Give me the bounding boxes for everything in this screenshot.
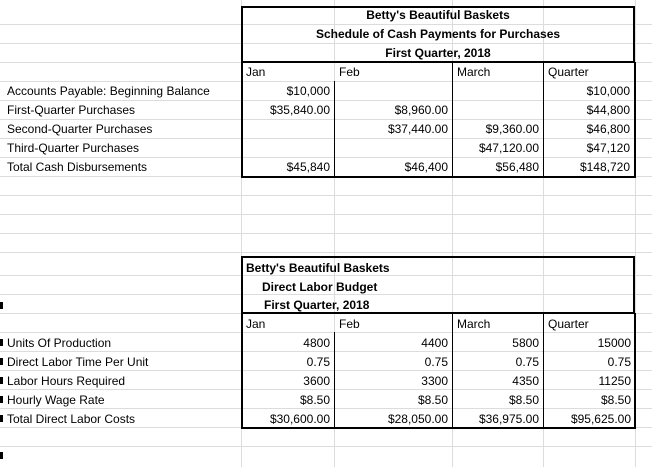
labor-cell-march[interactable]: 4350 [512,374,539,388]
labor-cell-march[interactable]: $8.50 [508,393,539,407]
labor-cell-jan[interactable]: 3600 [303,374,330,388]
labor-header-march[interactable]: March [457,317,491,331]
grid-row-line [0,446,652,447]
row-header-tag [0,358,3,365]
labor-row-label[interactable]: Units Of Production [7,336,112,350]
grid-row-line [0,195,652,196]
labor-cell-quarter[interactable]: 15000 [597,336,631,350]
labor-row-label[interactable]: Hourly Wage Rate [7,393,105,407]
payments-cell-quarter[interactable]: $148,720 [579,160,630,174]
labor-row-label[interactable]: Labor Hours Required [7,374,126,388]
labor-header-quarter[interactable]: Quarter [548,317,589,331]
payments-row-label[interactable]: Total Cash Disbursements [7,160,148,174]
labor-subtitle[interactable]: Direct Labor Budget [262,280,378,294]
payments-cell-march[interactable] [454,82,539,100]
labor-header-feb[interactable]: Feb [339,317,360,331]
labor-cell-jan[interactable]: 4800 [303,336,330,350]
payments-column-border [452,62,453,177]
labor-header-jan[interactable]: Jan [246,317,266,331]
payments-header-jan[interactable]: Jan [246,65,266,79]
payments-cell-jan[interactable] [243,120,330,138]
payments-cell-feb[interactable]: $8,960.00 [394,103,448,117]
payments-title[interactable]: Betty's Beautiful Baskets [366,8,510,22]
labor-cell-march[interactable]: 5800 [512,336,539,350]
labor-column-border [543,313,544,428]
labor-right-border [634,313,636,428]
payments-row-label[interactable]: Accounts Payable: Beginning Balance [7,84,210,98]
payments-cell-feb[interactable]: $37,440.00 [387,122,448,136]
payments-cell-feb[interactable] [336,139,448,157]
row-header-tag [0,339,3,346]
labor-row-label[interactable]: Total Direct Labor Costs [7,412,136,426]
payments-right-border [634,62,636,177]
grid-row-line [0,214,652,215]
labor-cell-feb[interactable]: 3300 [421,374,448,388]
row-header-tag [0,302,3,309]
payments-subtitle[interactable]: Schedule of Cash Payments for Purchases [315,27,561,41]
payments-header-march[interactable]: March [457,65,491,79]
labor-cell-quarter[interactable]: 0.75 [607,355,631,369]
payments-cell-feb[interactable] [336,82,448,100]
labor-cell-march[interactable]: $36,975.00 [478,412,539,426]
grid-row-line [0,252,652,253]
payments-cell-feb[interactable]: $46,400 [404,160,448,174]
payments-row-label[interactable]: Second-Quarter Purchases [7,122,153,136]
labor-cell-quarter[interactable]: $8.50 [600,393,631,407]
payments-cell-quarter[interactable]: $10,000 [586,84,630,98]
labor-cell-feb[interactable]: $8.50 [417,393,448,407]
labor-row-label[interactable]: Direct Labor Time Per Unit [7,355,149,369]
payments-row-label[interactable]: First-Quarter Purchases [7,103,136,117]
labor-cell-quarter[interactable]: $95,625.00 [570,412,631,426]
payments-cell-march[interactable]: $9,360.00 [485,122,539,136]
labor-cell-jan[interactable]: 0.75 [306,355,330,369]
payments-header-quarter[interactable]: Quarter [548,65,589,79]
payments-column-border [543,62,544,177]
payments-cell-quarter[interactable]: $46,800 [586,122,630,136]
labor-cell-feb[interactable]: 4400 [421,336,448,350]
payments-header-feb[interactable]: Feb [339,65,360,79]
labor-title[interactable]: Betty's Beautiful Baskets [246,261,390,275]
payments-bottom-border [241,176,636,178]
labor-cell-jan[interactable]: $30,600.00 [269,412,330,426]
labor-cell-feb[interactable]: 0.75 [424,355,448,369]
row-header-tag [0,452,3,459]
labor-cell-march[interactable]: 0.75 [515,355,539,369]
labor-column-border [452,313,453,428]
labor-cell-quarter[interactable]: 11250 [598,374,631,388]
row-header-tag [0,377,3,384]
labor-cell-feb[interactable]: $28,050.00 [387,412,448,426]
payments-cell-jan[interactable]: $35,840.00 [269,103,330,117]
payments-cell-jan[interactable] [243,139,330,157]
row-header-tag [0,415,3,422]
row-header-tag [0,396,3,403]
grid-row-line [0,233,652,234]
payments-cell-jan[interactable]: $45,840 [286,160,330,174]
payments-row-label[interactable]: Third-Quarter Purchases [7,141,140,155]
labor-column-border [334,332,335,428]
payments-cell-quarter[interactable]: $47,120 [586,141,630,155]
payments-cell-jan[interactable]: $10,000 [286,84,330,98]
payments-cell-march[interactable]: $56,480 [495,160,539,174]
payments-column-border [334,81,335,177]
payments-period[interactable]: First Quarter, 2018 [385,46,491,60]
labor-period[interactable]: First Quarter, 2018 [264,298,370,312]
payments-cell-march[interactable]: $47,120.00 [478,141,539,155]
payments-cell-march[interactable] [454,101,539,119]
labor-cell-jan[interactable]: $8.50 [299,393,330,407]
payments-cell-quarter[interactable]: $44,800 [586,103,630,117]
